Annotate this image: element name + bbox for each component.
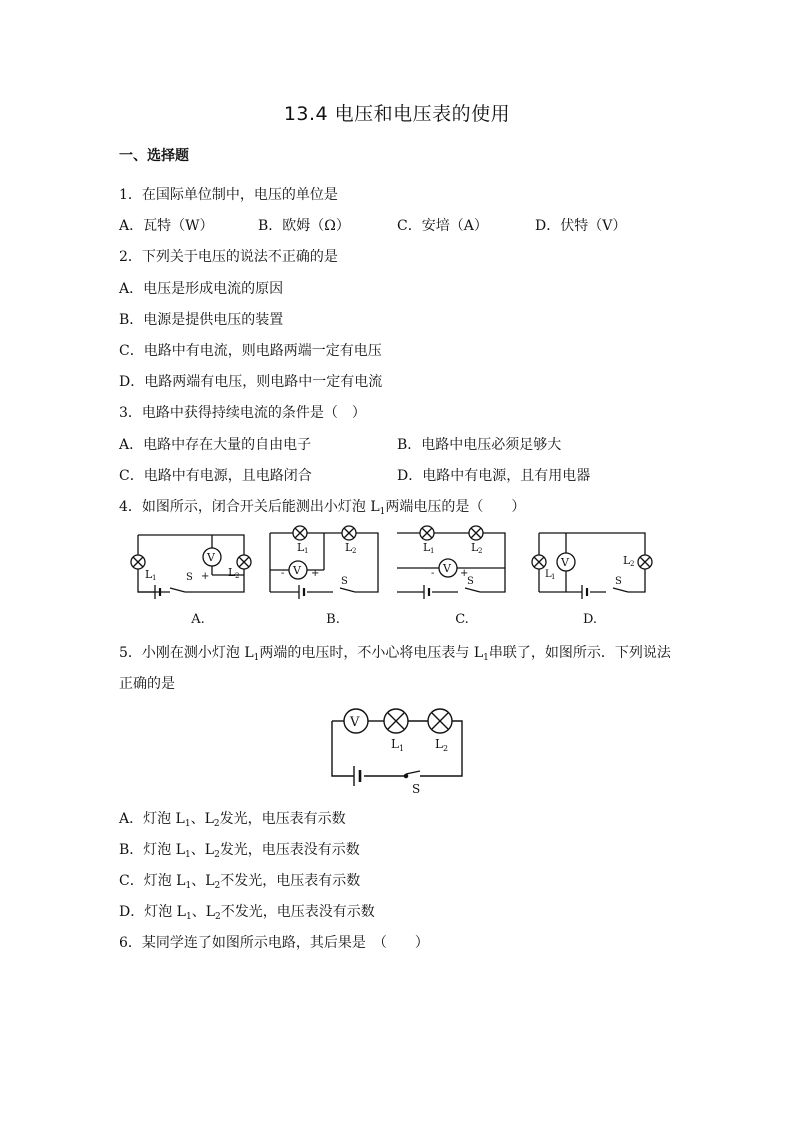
q3-option-b: B．电路中电压必须足够大: [397, 437, 562, 453]
q2-option-b: B．电源是提供电压的装置: [119, 312, 284, 328]
svg-text:L: L: [145, 568, 153, 581]
q4-caption-b: B.: [326, 612, 340, 627]
q2-option-c: C．电路中有电流，则电路两端一定有电压: [119, 343, 382, 359]
question-5-line-2: 正确的是: [119, 676, 175, 692]
question-3: 3．电路中获得持续电流的条件是（ ）: [119, 405, 366, 421]
q3-option-c: C．电路中有电源，且电路闭合: [119, 468, 312, 484]
q5-option-d: D．灯泡 $L_1$、$L_2$不发光，电压表没有示数: [119, 904, 375, 922]
svg-text:L: L: [545, 569, 552, 580]
svg-text:V: V: [443, 562, 451, 575]
svg-text:L: L: [297, 541, 305, 554]
svg-text:S: S: [341, 576, 348, 587]
lamp-l2: [428, 709, 452, 733]
q5-option-b: B．灯泡 $L_1$、$L_2$发光，电压表没有示数: [119, 842, 360, 860]
svg-text:S: S: [412, 782, 421, 796]
voltmeter-label: V: [207, 551, 215, 564]
svg-text:S: S: [467, 576, 474, 587]
question-6: 6．某同学连了如图所示电路，其后果是 （ ）: [119, 935, 429, 951]
page-title: 13.4 电压和电压表的使用: [283, 103, 511, 125]
svg-text:1: 1: [152, 574, 157, 582]
q4-caption-a: A.: [191, 612, 205, 627]
svg-text:1: 1: [304, 547, 309, 555]
q4-caption-d: D.: [582, 612, 598, 627]
svg-text:+: +: [311, 568, 320, 579]
question-4: 4．如图所示，闭合开关后能测出小灯泡 $L_1$两端电压的是（ ）: [119, 499, 526, 517]
svg-text:+: +: [460, 568, 469, 579]
circuit-b: [270, 526, 378, 599]
svg-text:L: L: [623, 554, 631, 567]
circuit-d: [532, 533, 652, 599]
q4-circuit-diagrams: [0, 520, 794, 605]
svg-text:L: L: [471, 541, 479, 554]
svg-text:L: L: [228, 566, 236, 579]
question-1: 1．在国际单位制中，电压的单位是: [119, 187, 338, 203]
q1-option-c: C．安培（A）: [397, 218, 488, 234]
svg-text:2: 2: [630, 560, 635, 568]
svg-text:L: L: [423, 541, 431, 554]
q1-option-a: A．瓦特（W）: [119, 218, 214, 234]
svg-text:V: V: [561, 556, 569, 569]
svg-text:1: 1: [551, 573, 556, 581]
svg-text:+: +: [201, 571, 210, 582]
svg-text:S: S: [186, 572, 193, 583]
q2-option-d: D．电路两端有电压，则电路中一定有电流: [119, 374, 383, 390]
section-heading: 一、选择题: [119, 148, 189, 164]
svg-text:S: S: [615, 576, 622, 587]
q3-option-a: A．电路中存在大量的自由电子: [119, 437, 312, 453]
q2-option-a: A．电压是形成电流的原因: [119, 281, 284, 297]
svg-text:-: -: [431, 568, 435, 579]
q3-option-d: D．电路中有电源，且有用电器: [397, 468, 591, 484]
svg-text:L: L: [435, 737, 443, 751]
svg-text:2: 2: [443, 744, 449, 753]
svg-text:V: V: [350, 715, 360, 730]
q1-option-b: B．欧姆（Ω）: [258, 218, 350, 234]
svg-text:2: 2: [478, 547, 483, 555]
svg-text:-: -: [281, 568, 285, 579]
question-2: 2．下列关于电压的说法不正确的是: [119, 249, 338, 265]
q5-option-a: A．灯泡 $L_1$、$L_2$发光，电压表有示数: [119, 811, 346, 829]
svg-text:1: 1: [399, 744, 405, 753]
circuit-a: [131, 535, 251, 599]
lamp-l1: [384, 709, 408, 733]
q1-option-d: D．伏特（V）: [535, 218, 627, 234]
question-5-line-1: 5．小刚在测小灯泡 $L_1$两端的电压时，不小心将电压表与 $L_1$串联了，如图所示．下列说法: [119, 645, 671, 663]
q5-option-c: C．灯泡 $L_1$、$L_2$不发光，电压表有示数: [119, 873, 361, 891]
svg-text:2: 2: [235, 572, 240, 580]
svg-text:1: 1: [430, 547, 435, 555]
svg-text:L: L: [345, 541, 353, 554]
svg-text:2: 2: [352, 547, 357, 555]
q5-circuit-diagram: [320, 700, 480, 800]
svg-text:V: V: [293, 564, 301, 577]
circuit-c: [397, 526, 505, 599]
svg-text:L: L: [391, 737, 399, 751]
q4-caption-c: C.: [455, 612, 469, 627]
